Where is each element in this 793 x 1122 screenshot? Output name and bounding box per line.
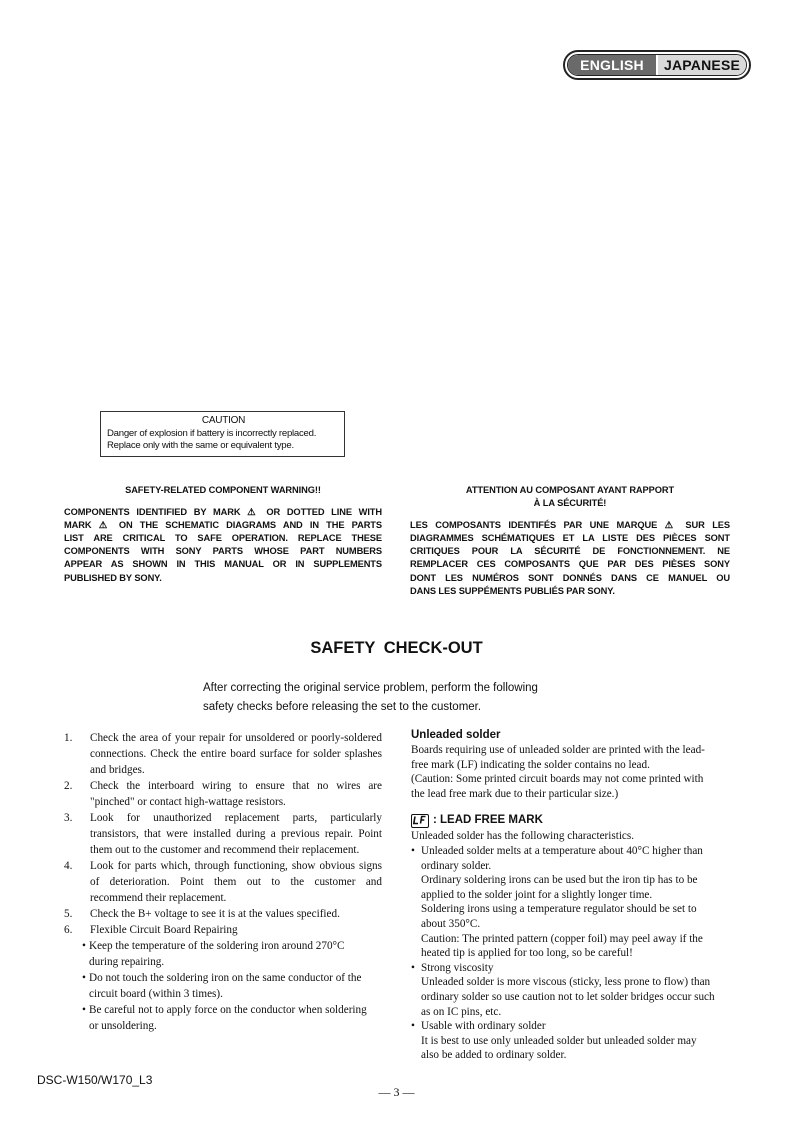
safety-warning-body [64,506,382,585]
characteristic-line: Strong viscosity [421,961,494,974]
flex-board-sublist [64,938,382,1034]
characteristic-item [411,961,731,1019]
characteristic-line: Unleaded solder is more viscous (sticky, less prone to flow) than [421,976,711,989]
characteristic-line: heated tip is applied for too long, so be careful! [421,947,633,960]
characteristic-line: Ordinary soldering irons can be used but the iron tip has to be [421,874,698,887]
item-number: 4. [64,860,73,872]
item-number: 1. [64,732,73,744]
characteristic-line: also be added to ordinary solder. [421,1049,567,1062]
unleaded-line: the lead free mark due to their particular size.) [411,787,619,800]
item-line: "pinched" or contact high-wattage resistors. [90,796,286,808]
characteristic-line: applied to the solder joint for a slightly longer time. [421,888,653,901]
item-text: Check the B+ voltage to see it is at the values specified. [90,908,340,920]
sub-list-item [64,970,382,1002]
japanese-button[interactable]: JAPANESE [658,55,746,75]
item-line: and bridges. [90,764,145,776]
attention-line: DANS LES SUPPÉMENTS PUBLIÉS PAR SONY. [410,585,615,596]
bullet: • [411,961,415,974]
attention-line: CRITIQUES POUR LA SÉCURITÉ DE FONCTIONNEMENT. NE [410,546,730,557]
sub-line: Keep the temperature of the soldering iron around 270°C [89,940,345,952]
item-line: Look for unauthorized replacement parts, particularly [90,812,382,824]
characteristic-line: Unleaded solder melts at a temperature about 40°C higher than [421,844,703,857]
bullet: • [82,940,86,952]
caution-line-1: Danger of explosion if battery is incorrectly replaced. [107,427,317,439]
item-line: connections. Check the entire board surface for solder splashes [90,748,382,760]
bullet: • [411,1020,415,1033]
sub-list-item [64,1002,382,1034]
english-button[interactable]: ENGLISH [568,55,658,75]
page-number: — 3 — [378,1085,415,1099]
characteristic-line: Usable with ordinary solder [421,1020,546,1033]
battery-caution-box [100,411,345,457]
safety-warning-french [410,484,730,598]
sub-line: or unsoldering. [89,1020,157,1032]
characteristic-line: It is best to use only unleaded solder but unleaded solder may [421,1034,697,1047]
unleaded-solder-section [411,728,731,1063]
unleaded-line: Boards requiring use of unleaded solder are printed with the lead- [411,744,705,756]
unleaded-heading: Unleaded solder [411,729,501,741]
unleaded-line: (Caution: Some printed circuit boards may not come printed with [411,773,704,786]
warning-line: COMPONENTS IDENTIFIED BY MARK ⚠ OR DOTTED LINE WITH [64,507,382,518]
lead-free-intro: Unleaded solder has the following characteristics. [411,830,635,843]
safety-checkout-title: SAFETY CHECK-OUT [310,639,483,657]
characteristic-line: as on IC pins, etc. [421,1005,502,1018]
list-item [64,810,382,858]
characteristic-line: about 350°C. [421,917,481,930]
item-line: Look for parts which, through functioning, show obvious signs [90,860,382,872]
safety-checklist [64,730,382,1034]
sub-list-item [64,938,382,970]
sub-line: Be careful not to apply force on the conductor when soldering [89,1004,367,1016]
characteristic-line: Soldering irons using a temperature regulator should be set to [421,903,697,916]
attention-line: LES COMPOSANTS IDENTIFÉS PAR UNE MARQUE ⚠ SUR LES [410,520,730,531]
list-item [64,906,382,922]
characteristic-line: ordinary solder so use caution not to let solder bridges occur such [421,990,715,1003]
attention-title-line-1: ATTENTION AU COMPOSANT AYANT RAPPORT [465,485,675,495]
item-number: 6. [64,924,73,936]
intro-line-1: After correcting the original service problem, perform the following [203,682,538,694]
item-line: Check the interboard wiring to ensure that no wires are [90,780,382,792]
bullet: • [82,1004,86,1016]
lead-free-heading-row [411,813,731,828]
checkout-intro [203,679,603,717]
language-switch-inner [567,54,747,76]
warning-line: PUBLISHED BY SONY. [64,572,162,583]
item-number: 3. [64,812,73,824]
warning-line: APPEAR AS SHOWN IN THIS MANUAL OR IN SUPPLEMENTS [64,559,382,570]
attention-line: REMPLACER CES COMPOSANTS QUE PAR DES PIÈSES SONY [410,559,730,570]
sub-line: circuit board (within 3 times). [89,988,223,1000]
sub-line: Do not touch the soldering iron on the same conductor of the [89,972,362,984]
list-item [64,858,382,906]
unleaded-line: free mark (LF) indicating the solder contains no lead. [411,758,650,771]
item-number: 2. [64,780,73,792]
item-line: them out to the customer and recommend their replacement. [90,844,360,856]
lead-free-mark-glyph [412,815,427,826]
attention-body [410,519,730,598]
bullet: • [82,972,86,984]
caution-line-2: Replace only with the same or equivalent type. [107,440,294,451]
item-line: transistors, that were installed during a previous repair. Point [90,828,382,840]
lead-free-heading: : LEAD FREE MARK [433,814,543,827]
attention-line: DONT LES NUMÉROS SONT DONNÉS DANS CE MANUEL OU [410,572,730,583]
warning-line: MARK ⚠ ON THE SCHEMATIC DIAGRAMS AND IN THE PARTS [64,520,382,531]
item-text: Flexible Circuit Board Repairing [90,924,238,936]
characteristic-line: ordinary solder. [421,859,492,872]
item-number: 5. [64,908,73,920]
model-number: DSC-W150/W170_L3 [37,1073,153,1087]
intro-line-2: safety checks before releasing the set to the customer. [203,701,482,713]
warning-line: LIST ARE CRITICAL TO SAFE OPERATION. REPLACE THESE [64,533,382,544]
characteristic-item [411,844,731,961]
safety-warning-title: SAFETY-RELATED COMPONENT WARNING!! [125,485,321,495]
list-item [64,922,382,938]
characteristic-item [411,1019,731,1063]
attention-title-line-2: À LA SÉCURITÉ! [533,498,607,509]
item-line: recommend their replacement. [90,892,227,904]
lead-free-mark-icon [411,814,429,828]
bullet: • [411,844,415,857]
item-line: Check the area of your repair for unsoldered or poorly-soldered [90,732,382,744]
caution-title: CAUTION [201,415,246,426]
attention-line: DIAGRAMMES SCHÉMATIQUES ET LA LISTE DES PIÈCES SONT [410,533,730,544]
sub-line: during repairing. [89,956,165,968]
warning-line: COMPONENTS WITH SONY PARTS WHOSE PART NUMBERS [64,546,382,557]
list-item [64,730,382,778]
characteristic-line: Caution: The printed pattern (copper foil) may peel away if the [421,932,703,945]
sub-list-container [64,938,382,1034]
item-line: of deterioration. Point them out to the customer and [90,876,382,888]
language-switch [563,50,751,80]
list-item [64,778,382,810]
safety-warning-english [64,484,382,585]
